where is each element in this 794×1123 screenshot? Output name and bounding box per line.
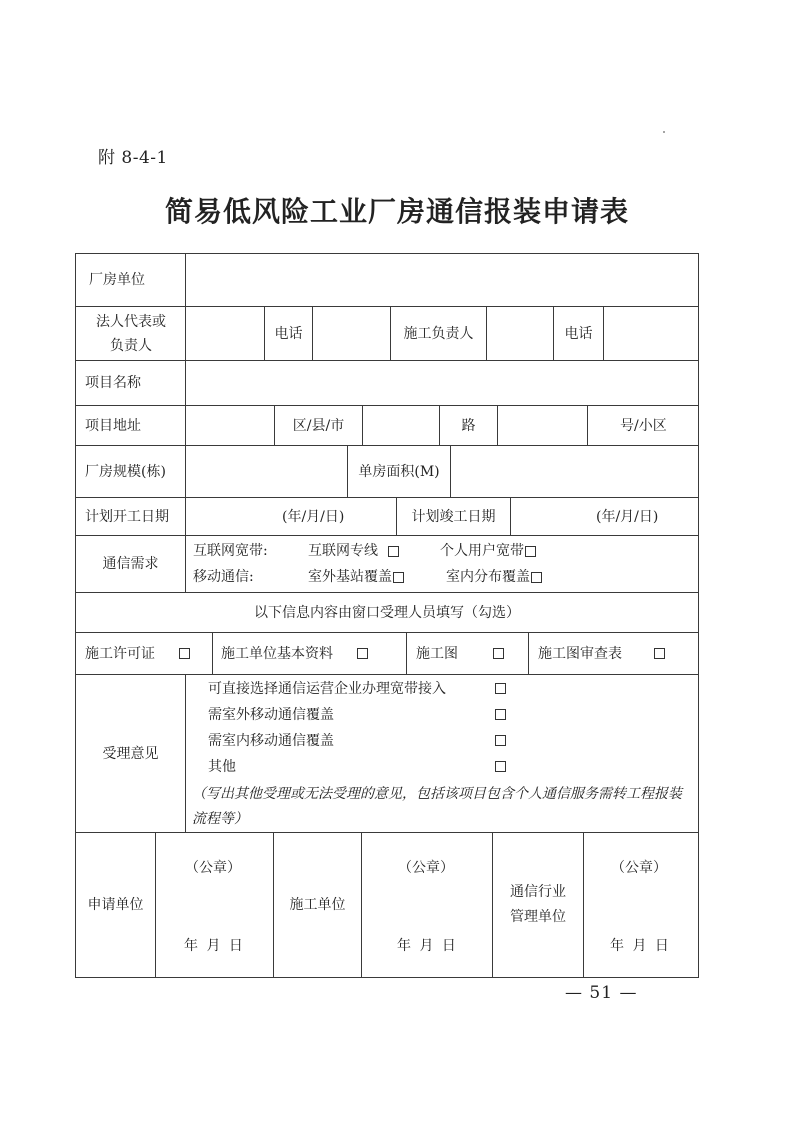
phone-field-2[interactable] (604, 307, 698, 360)
construction-manager-field[interactable] (487, 307, 553, 360)
indoor-coverage-label: 室内分布覆盖 (446, 569, 530, 585)
outdoor-coverage-label: 室外基站覆盖 (308, 569, 392, 585)
internet-broadband-label: 互联网宽带: (193, 543, 268, 559)
form-line (492, 832, 493, 977)
form-line (155, 832, 156, 977)
acceptance-opinion-label: 受理意见 (102, 745, 159, 762)
drawing-review-checkbox[interactable] (654, 648, 665, 659)
road-label: 路 (461, 417, 476, 434)
unit-basic-info-option[interactable] (221, 633, 368, 674)
telecom-date: 年 月 日 (610, 938, 669, 954)
form-title: 简易低风险工业厂房通信报装申请表 (164, 195, 629, 228)
form-line (75, 977, 699, 978)
indoor-coverage-checkbox[interactable] (531, 572, 542, 583)
scan-speck (663, 131, 665, 133)
phone-label: 电话 (274, 325, 303, 342)
construction-unit-label: 施工单位 (289, 897, 346, 913)
number-community-label: 号/小区 (620, 417, 667, 434)
form-line (528, 632, 529, 674)
drawing-review-option[interactable] (538, 633, 665, 674)
construction-drawing-option[interactable] (416, 633, 504, 674)
number-field[interactable] (498, 406, 587, 445)
option-outdoor-checkbox[interactable] (495, 709, 506, 720)
project-address-label: 项目地址 (85, 417, 141, 434)
construction-drawing-label: 施工图 (416, 645, 458, 662)
legal-rep-label: 法人代表或负责人 (96, 313, 166, 354)
planned-start-format: (年/月/日) (282, 508, 345, 525)
comm-needs-label: 通信需求 (102, 556, 159, 572)
personal-broadband-checkbox[interactable] (525, 546, 536, 557)
page-number: — 51 — (565, 983, 638, 1003)
form-line (75, 832, 699, 833)
form-line (406, 632, 407, 674)
drawing-review-label: 施工图审查表 (538, 645, 622, 662)
option-other-checkbox[interactable] (495, 761, 506, 772)
unit-basic-info-checkbox[interactable] (357, 648, 368, 659)
permit-label: 施工许可证 (85, 645, 155, 662)
phone-field[interactable] (313, 307, 390, 360)
option-direct-checkbox[interactable] (495, 683, 506, 694)
internet-dedicated-label: 互联网专线 (308, 543, 378, 559)
mobile-comm-label: 移动通信: (193, 569, 254, 585)
outdoor-coverage-option[interactable] (308, 566, 404, 588)
form-line (361, 832, 362, 977)
factory-unit-field[interactable] (186, 254, 698, 306)
internet-dedicated-option[interactable] (308, 540, 399, 562)
unit-basic-info-label: 施工单位基本资料 (221, 645, 333, 662)
factory-unit-label: 厂房单位 (89, 272, 145, 288)
opinion-note: （写出其他受理或无法受理的意见，包括该项目包含个人通信服务需转工程报装流程等） (192, 786, 682, 827)
planned-start-label: 计划开工日期 (85, 508, 169, 525)
form-line (583, 832, 584, 977)
form-line (212, 632, 213, 674)
applicant-unit-label: 申请单位 (87, 897, 144, 913)
form-line (698, 253, 699, 978)
planned-end-format: (年/月/日) (596, 508, 659, 525)
construction-drawing-checkbox[interactable] (493, 648, 504, 659)
construction-seal: （公章） (398, 860, 454, 876)
factory-scale-field[interactable] (186, 446, 347, 497)
form-line (185, 674, 186, 832)
construction-manager-label: 施工负责人 (403, 325, 474, 342)
legal-rep-field[interactable] (186, 307, 264, 360)
single-area-field[interactable] (451, 446, 698, 497)
personal-broadband-option[interactable] (440, 540, 536, 562)
annex-label: 附 8-4-1 (98, 148, 168, 168)
planned-end-label: 计划竣工日期 (411, 508, 496, 525)
project-name-field[interactable] (186, 361, 698, 405)
factory-scale-label: 厂房规模(栋) (85, 463, 166, 480)
phone-label-2: 电话 (564, 325, 593, 342)
permit-option[interactable] (85, 633, 190, 674)
outdoor-coverage-checkbox[interactable] (393, 572, 404, 583)
option-indoor-checkbox[interactable] (495, 735, 506, 746)
personal-broadband-label: 个人用户宽带 (440, 543, 524, 559)
road-field[interactable] (363, 406, 439, 445)
single-area-label: 单房面积(M) (358, 463, 440, 480)
applicant-seal: （公章） (185, 860, 241, 876)
telecom-authority-label: 通信行业管理单位 (510, 884, 566, 925)
district-label: 区/县/市 (292, 417, 345, 434)
district-field[interactable] (186, 406, 274, 445)
option-outdoor-label: 需室外移动通信覆盖 (208, 707, 334, 723)
project-name-label: 项目名称 (85, 375, 141, 391)
indoor-coverage-option[interactable] (446, 566, 542, 588)
option-other-label: 其他 (208, 759, 236, 775)
telecom-seal: （公章） (611, 860, 667, 876)
construction-date: 年 月 日 (397, 938, 456, 954)
window-note: 以下信息内容由窗口受理人员填写（勾选） (254, 604, 520, 621)
internet-dedicated-checkbox[interactable] (388, 546, 399, 557)
permit-checkbox[interactable] (179, 648, 190, 659)
option-indoor-label: 需室内移动通信覆盖 (208, 733, 334, 749)
applicant-date: 年 月 日 (184, 938, 243, 954)
option-direct-label: 可直接选择通信运营企业办理宽带接入 (208, 681, 446, 697)
form-line (587, 405, 588, 445)
